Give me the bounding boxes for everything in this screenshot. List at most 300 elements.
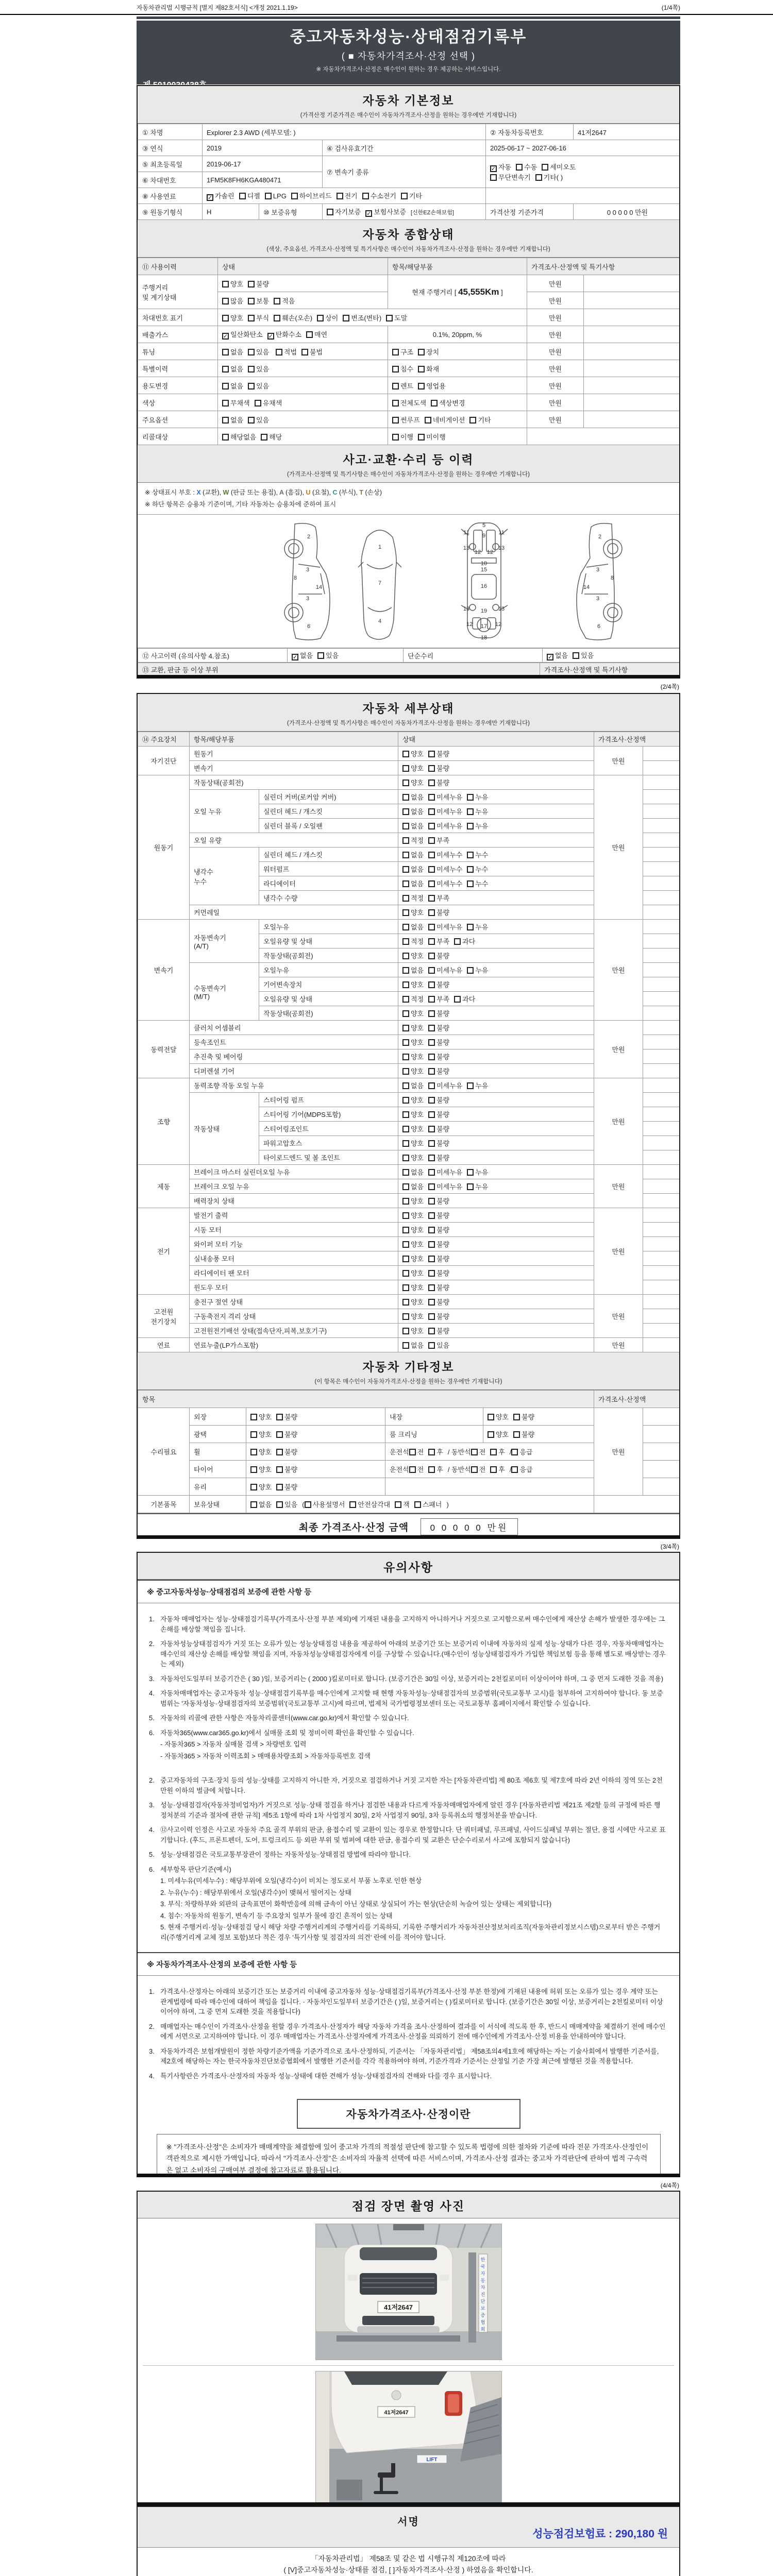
checkbox-option <box>418 381 446 391</box>
checkbox[interactable] <box>471 1449 478 1455</box>
cell: Explorer 2.3 AWD (세부모델: ) <box>203 124 486 140</box>
checkbox-label: 스패너 <box>422 1501 442 1509</box>
checkbox[interactable] <box>428 967 435 974</box>
checkbox[interactable] <box>428 1198 435 1205</box>
checkbox[interactable] <box>467 1169 474 1176</box>
checkbox-option <box>248 364 269 374</box>
checkbox[interactable] <box>467 794 474 801</box>
checkbox[interactable] <box>428 953 435 959</box>
checkbox[interactable] <box>222 417 229 423</box>
checkbox[interactable] <box>402 1010 409 1017</box>
checkbox[interactable] <box>222 349 229 355</box>
notice-item-number: 2. <box>149 1640 155 1648</box>
checkbox[interactable] <box>418 434 425 440</box>
checkbox[interactable] <box>250 1414 257 1420</box>
checkbox-label: 썬루프 <box>400 416 420 424</box>
checkbox[interactable] <box>467 924 474 930</box>
checkbox[interactable] <box>402 1169 409 1176</box>
detail-status-title: 자동차 세부상태 <box>362 702 455 715</box>
checkbox[interactable] <box>409 1449 416 1455</box>
checkbox[interactable] <box>454 996 461 1003</box>
checkbox[interactable] <box>392 400 399 406</box>
checkbox[interactable] <box>513 1414 520 1420</box>
checkbox[interactable] <box>248 281 255 287</box>
checkbox-option <box>392 364 413 374</box>
checkbox[interactable] <box>402 1241 409 1248</box>
cell <box>643 977 681 992</box>
checkbox[interactable] <box>467 866 474 873</box>
checkbox[interactable] <box>317 652 324 659</box>
diagram-panel-number: 14 <box>583 584 590 590</box>
checkbox-option <box>402 1196 424 1206</box>
cell <box>643 891 681 905</box>
checkbox[interactable] <box>392 417 399 423</box>
checkbox[interactable] <box>402 765 409 772</box>
checkbox[interactable] <box>305 1501 311 1508</box>
notice-title: 유의사항 <box>383 1561 433 1574</box>
checkbox-option <box>428 907 449 917</box>
notice-subitem: - 자동차365 > 자동차 이력조회 > 매매용차량조회 > 자동차등록번호 검색 <box>160 1752 371 1760</box>
checkbox[interactable] <box>402 1111 409 1118</box>
checkbox-option <box>428 1464 443 1474</box>
page3-box <box>137 693 680 1539</box>
checkbox-option <box>246 678 292 679</box>
checkbox[interactable] <box>222 400 229 406</box>
checkbox-option <box>467 878 488 888</box>
checkbox[interactable] <box>301 349 308 355</box>
checkbox[interactable] <box>402 924 409 930</box>
checkbox[interactable] <box>402 823 409 829</box>
checkbox[interactable] <box>428 1466 435 1473</box>
checkbox[interactable] <box>402 1068 409 1075</box>
checkbox[interactable] <box>274 298 280 304</box>
cell <box>643 1165 681 1179</box>
checkbox[interactable] <box>428 1155 435 1161</box>
checkbox[interactable] <box>431 400 438 406</box>
association-banner: 한 국 자 동 차 진 단 보 증 협 회 <box>480 2257 485 2332</box>
checkbox[interactable] <box>222 281 229 287</box>
notice-item <box>149 1865 666 1943</box>
checkbox[interactable] <box>467 967 474 974</box>
checkbox-label: 변조(변타) <box>351 314 382 322</box>
cell <box>584 292 681 309</box>
cell <box>210 676 540 679</box>
notice-item <box>149 1614 666 1634</box>
checkbox-option <box>250 1464 272 1474</box>
checkbox[interactable] <box>428 823 435 829</box>
checkbox[interactable] <box>402 866 409 873</box>
checkbox[interactable] <box>327 209 333 215</box>
checkbox[interactable] <box>428 1010 435 1017</box>
checkbox[interactable] <box>402 1039 409 1046</box>
checkbox[interactable] <box>402 1270 409 1277</box>
checkbox-option <box>402 1225 424 1234</box>
cell <box>584 275 681 292</box>
checkbox[interactable] <box>222 434 229 440</box>
checkbox[interactable] <box>428 794 435 801</box>
checkbox[interactable] <box>255 400 261 406</box>
checkbox-option <box>428 1225 449 1234</box>
checkbox[interactable] <box>409 1466 416 1473</box>
checkbox[interactable] <box>488 1414 494 1420</box>
checkbox[interactable] <box>490 1449 497 1455</box>
cell <box>643 1295 681 1309</box>
checkbox[interactable] <box>248 298 255 304</box>
checkbox[interactable] <box>402 967 409 974</box>
checkbox[interactable] <box>276 349 282 355</box>
checkbox[interactable] <box>428 996 435 1003</box>
checkbox[interactable] <box>428 924 435 930</box>
checkbox[interactable] <box>402 1313 409 1320</box>
checkbox[interactable] <box>467 823 474 829</box>
cell: 충전구 절연 상태 <box>190 1295 398 1309</box>
checkbox[interactable] <box>516 164 523 171</box>
cell: 용도변경 <box>138 377 218 394</box>
checkbox[interactable] <box>402 1025 409 1031</box>
checkbox[interactable] <box>490 1466 497 1473</box>
damage-code-desc: (부식), <box>339 489 358 496</box>
checkbox-label: 후 <box>498 1466 505 1473</box>
signature-title: 서명 <box>397 2516 419 2528</box>
checkbox[interactable] <box>402 996 409 1003</box>
cell: 오일유량 및 상태 <box>259 992 398 1006</box>
cell <box>388 428 527 445</box>
checkbox-label: 색상변경 <box>439 399 465 407</box>
cell <box>643 833 681 848</box>
checkbox[interactable] <box>428 1054 435 1060</box>
checkbox-option <box>428 1311 449 1321</box>
checkbox-option <box>317 650 339 660</box>
checkbox[interactable] <box>402 1082 409 1089</box>
checkbox[interactable] <box>248 349 255 355</box>
cell: 실린더 블록 / 오일팬 <box>259 819 398 833</box>
checkbox[interactable] <box>490 174 497 181</box>
cell <box>218 309 527 326</box>
cell: 만원 <box>594 1021 643 1078</box>
checkbox[interactable] <box>402 1183 409 1190</box>
checkbox[interactable] <box>291 193 298 199</box>
checkbox[interactable] <box>265 193 272 199</box>
checkbox[interactable] <box>248 417 255 423</box>
checkbox-option <box>402 907 424 917</box>
checkbox[interactable] <box>250 1501 257 1508</box>
cell: 만원 <box>527 377 584 394</box>
checkbox[interactable] <box>428 895 435 902</box>
checkbox[interactable] <box>488 1431 494 1438</box>
checkbox-label: 불량 <box>436 1096 450 1104</box>
checkbox[interactable] <box>401 193 408 199</box>
checkbox[interactable] <box>402 794 409 801</box>
checkbox[interactable] <box>467 1082 474 1089</box>
basic-info-note: (가격산정 기준가격은 매수인이 자동차가격조사·산정을 원하는 경우에만 기재합니다) <box>300 112 517 118</box>
cell: 작동상태 <box>190 1093 259 1165</box>
checkbox[interactable] <box>402 1097 409 1104</box>
cell: 자기진단 <box>138 747 190 775</box>
checkbox[interactable] <box>276 1414 283 1420</box>
checkbox[interactable] <box>428 1169 435 1176</box>
checkbox[interactable]: ✓ <box>293 654 298 660</box>
cell: 와이퍼 모터 기능 <box>190 1237 398 1251</box>
checkbox-label: 없음 <box>411 793 424 801</box>
notice-item <box>149 1800 666 1820</box>
checkbox[interactable] <box>428 909 435 916</box>
checkbox[interactable] <box>402 1198 409 1205</box>
checkbox[interactable] <box>250 1466 257 1473</box>
checkbox-label: 양호 <box>259 1466 272 1473</box>
checkbox[interactable] <box>392 366 399 372</box>
checkbox[interactable]: ✓ <box>223 333 228 340</box>
checkbox[interactable] <box>402 852 409 858</box>
checkbox[interactable] <box>428 1039 435 1046</box>
checkbox[interactable] <box>402 1256 409 1262</box>
checkbox[interactable] <box>222 298 229 304</box>
checkbox[interactable] <box>402 1284 409 1291</box>
cell: 만원 <box>527 309 584 326</box>
checkbox[interactable] <box>402 837 409 844</box>
cell <box>246 1496 594 1513</box>
checkbox[interactable] <box>386 315 393 321</box>
checkbox[interactable] <box>276 1466 283 1473</box>
diagram-panel-number: 16 <box>480 583 488 589</box>
checkbox[interactable] <box>418 349 425 355</box>
checkbox[interactable]: ✓ <box>548 654 553 660</box>
checkbox[interactable] <box>428 1241 435 1248</box>
checkbox[interactable] <box>276 1431 283 1438</box>
checkbox[interactable] <box>402 880 409 887</box>
checkbox[interactable] <box>362 193 369 199</box>
checkbox[interactable] <box>239 193 246 199</box>
checkbox[interactable] <box>467 880 474 887</box>
checkbox-option <box>490 1447 505 1456</box>
checkbox[interactable] <box>454 938 461 945</box>
checkbox[interactable] <box>317 315 324 321</box>
checkbox-label: 미세누수 <box>436 866 463 873</box>
checkbox[interactable] <box>469 417 476 423</box>
cell: 오일누유 <box>259 963 398 977</box>
checkbox[interactable] <box>428 1284 435 1291</box>
damage-codes <box>196 489 382 496</box>
notice-subitem: 5. 현재 주행거리·성능·상태점검 당시 해당 차량 주행거리계의 주행거리를 기록하되, 기록한 주행거리가 자동차전산정보처리조직(자동차관리정보시스템)으로부터 받은 주행거리(주행거리계 교체 정보 포함)보다 적은 경우 '특기사항 및 점검자의 의견' 란에 이를 적어야 합니다. <box>160 1923 661 1941</box>
checkbox[interactable] <box>428 866 435 873</box>
checkbox[interactable] <box>274 315 280 321</box>
checkbox[interactable] <box>428 1140 435 1147</box>
checkbox[interactable] <box>428 1299 435 1306</box>
checkbox[interactable]: ✓ <box>268 333 274 340</box>
checkbox-label: 양호 <box>411 1024 424 1032</box>
checkbox-option <box>467 965 488 975</box>
checkbox[interactable] <box>467 1183 474 1190</box>
checkbox[interactable] <box>428 1227 435 1233</box>
checkbox-label: 전 <box>479 1448 486 1456</box>
checkbox[interactable] <box>425 417 431 423</box>
checkbox[interactable] <box>428 751 435 757</box>
cell <box>584 326 681 343</box>
checkbox[interactable] <box>428 779 435 786</box>
notice-subitem: 2. 누유(누수) : 해당부위에서 오일(냉각수)이 맺혀서 떨어지는 상태 <box>160 1888 352 1896</box>
diagram-panel-number: 19 <box>480 608 488 614</box>
checkbox[interactable] <box>248 366 255 372</box>
checkbox-label: 양호 <box>411 1197 424 1205</box>
checkbox[interactable] <box>392 434 399 440</box>
checkbox[interactable] <box>222 383 229 389</box>
checkbox[interactable] <box>428 1212 435 1219</box>
checkbox[interactable] <box>392 383 399 389</box>
page-number-4: (4/4쪽) <box>660 2182 679 2189</box>
cell: 만원 <box>527 394 584 411</box>
checkbox[interactable] <box>402 779 409 786</box>
cell: 광택 <box>190 1426 246 1443</box>
checkbox[interactable] <box>428 880 435 887</box>
checkbox-label: 불량 <box>436 750 450 758</box>
cell: 실린더 헤드 / 개스킷 <box>259 804 398 819</box>
checkbox[interactable] <box>414 1501 421 1508</box>
checkbox-label: 화재 <box>426 365 440 373</box>
checkbox[interactable]: ✓ <box>366 211 372 217</box>
checkbox[interactable] <box>467 808 474 815</box>
checkbox[interactable] <box>402 1299 409 1306</box>
checkbox-option <box>274 313 312 323</box>
checkbox[interactable] <box>222 315 229 321</box>
checkbox[interactable] <box>402 1212 409 1219</box>
checkbox[interactable] <box>395 1501 401 1508</box>
checkbox-label: 과다 <box>462 938 476 945</box>
checkbox[interactable] <box>428 938 435 945</box>
checkbox-label: 양호 <box>411 1226 424 1234</box>
checkbox[interactable] <box>428 1025 435 1031</box>
checkbox[interactable] <box>402 1126 409 1132</box>
checkbox[interactable] <box>428 1449 435 1455</box>
checkbox[interactable] <box>428 1082 435 1089</box>
checkbox[interactable] <box>428 1126 435 1132</box>
checkbox[interactable] <box>428 1111 435 1118</box>
overall-status-band <box>138 220 679 258</box>
checkbox[interactable] <box>250 1484 257 1490</box>
checkbox[interactable] <box>402 808 409 815</box>
cell <box>483 1408 594 1426</box>
checkbox[interactable] <box>511 1449 518 1455</box>
checkbox[interactable] <box>402 909 409 916</box>
checkbox[interactable] <box>250 1431 257 1438</box>
checkbox[interactable] <box>428 837 435 844</box>
diagram-panel-number: 6 <box>307 623 311 630</box>
checkbox-option <box>328 678 375 679</box>
checkbox[interactable] <box>513 1431 520 1438</box>
checkbox[interactable] <box>418 366 425 372</box>
checkbox-label: 무단변속기 <box>498 174 531 181</box>
checkbox[interactable] <box>276 1501 283 1508</box>
checkbox[interactable] <box>402 1342 409 1349</box>
checkbox[interactable] <box>471 1466 478 1473</box>
checkbox[interactable] <box>402 1328 409 1334</box>
cell <box>643 1006 681 1021</box>
checkbox[interactable] <box>402 953 409 959</box>
notice-item <box>149 1775 666 1795</box>
checkbox[interactable]: ✓ <box>491 166 496 172</box>
checkbox[interactable] <box>306 331 313 338</box>
checkbox[interactable] <box>248 315 255 321</box>
checkbox[interactable] <box>222 366 229 372</box>
checkbox[interactable] <box>402 1155 409 1161</box>
checkbox[interactable] <box>428 1328 435 1334</box>
checkbox[interactable] <box>402 1227 409 1233</box>
checkbox-option <box>222 381 243 391</box>
checkbox[interactable] <box>402 981 409 988</box>
cell <box>584 309 681 326</box>
checkbox[interactable] <box>402 938 409 945</box>
cell <box>288 649 404 663</box>
checkbox[interactable]: ✓ <box>208 195 213 201</box>
checkbox[interactable] <box>402 751 409 757</box>
checkbox[interactable] <box>418 383 425 389</box>
checkbox[interactable] <box>402 1054 409 1060</box>
checkbox[interactable] <box>428 1313 435 1320</box>
checkbox-label: 없음 <box>230 348 244 356</box>
checkbox[interactable] <box>428 765 435 772</box>
basic-table <box>138 124 680 220</box>
checkbox[interactable] <box>402 895 409 902</box>
checkbox[interactable] <box>428 1068 435 1075</box>
diagram-panel-number: 11 <box>463 530 469 536</box>
checkbox[interactable] <box>392 349 399 355</box>
checkbox[interactable] <box>467 852 474 858</box>
checkbox[interactable] <box>428 1342 435 1349</box>
checkbox-label: 양호 <box>411 765 424 772</box>
checkbox[interactable] <box>428 1097 435 1104</box>
checkbox[interactable] <box>402 1140 409 1147</box>
cell: 만원 <box>594 1408 643 1496</box>
checkbox[interactable] <box>535 174 542 181</box>
cell <box>643 1150 681 1165</box>
checkbox-label: 적정 <box>411 995 424 1003</box>
checkbox[interactable] <box>337 193 343 199</box>
checkbox-option <box>402 1008 424 1018</box>
checkbox[interactable] <box>428 1256 435 1262</box>
cell <box>398 1295 594 1309</box>
checkbox-option <box>222 432 256 442</box>
checkbox[interactable] <box>428 852 435 858</box>
checkbox-label: 불량 <box>436 1024 450 1032</box>
checkbox[interactable] <box>349 1501 356 1508</box>
cell: 41저2647 <box>574 124 681 140</box>
checkbox[interactable] <box>428 1270 435 1277</box>
checkbox-option <box>402 777 424 787</box>
text: 45,555Km <box>458 286 499 297</box>
checkbox-label: 렌트 <box>400 382 414 390</box>
cell <box>643 905 681 920</box>
checkbox[interactable] <box>250 1449 257 1455</box>
checkbox[interactable] <box>261 434 267 440</box>
checkbox-option <box>362 191 396 200</box>
cell <box>398 747 594 761</box>
checkbox[interactable] <box>573 652 579 659</box>
checkbox[interactable] <box>428 808 435 815</box>
checkbox[interactable] <box>248 383 255 389</box>
checkbox[interactable] <box>276 1484 283 1490</box>
checkbox[interactable] <box>276 1449 283 1455</box>
checkbox[interactable] <box>428 981 435 988</box>
checkbox-option <box>207 191 234 201</box>
checkbox-option <box>428 994 449 1004</box>
checkbox[interactable] <box>542 164 548 171</box>
checkbox-option <box>392 432 413 442</box>
cell: 타이로드엔드 및 볼 조인트 <box>259 1150 398 1165</box>
checkbox-label: 부족 <box>436 837 450 844</box>
checkbox[interactable] <box>343 315 349 321</box>
legend-note: ※ 하단 항목은 승용차 기준이며, 기타 자동차는 승용차에 준하여 표시 <box>145 500 337 508</box>
checkbox[interactable] <box>428 1183 435 1190</box>
checkbox[interactable] <box>511 1466 518 1473</box>
cell <box>643 1194 681 1208</box>
